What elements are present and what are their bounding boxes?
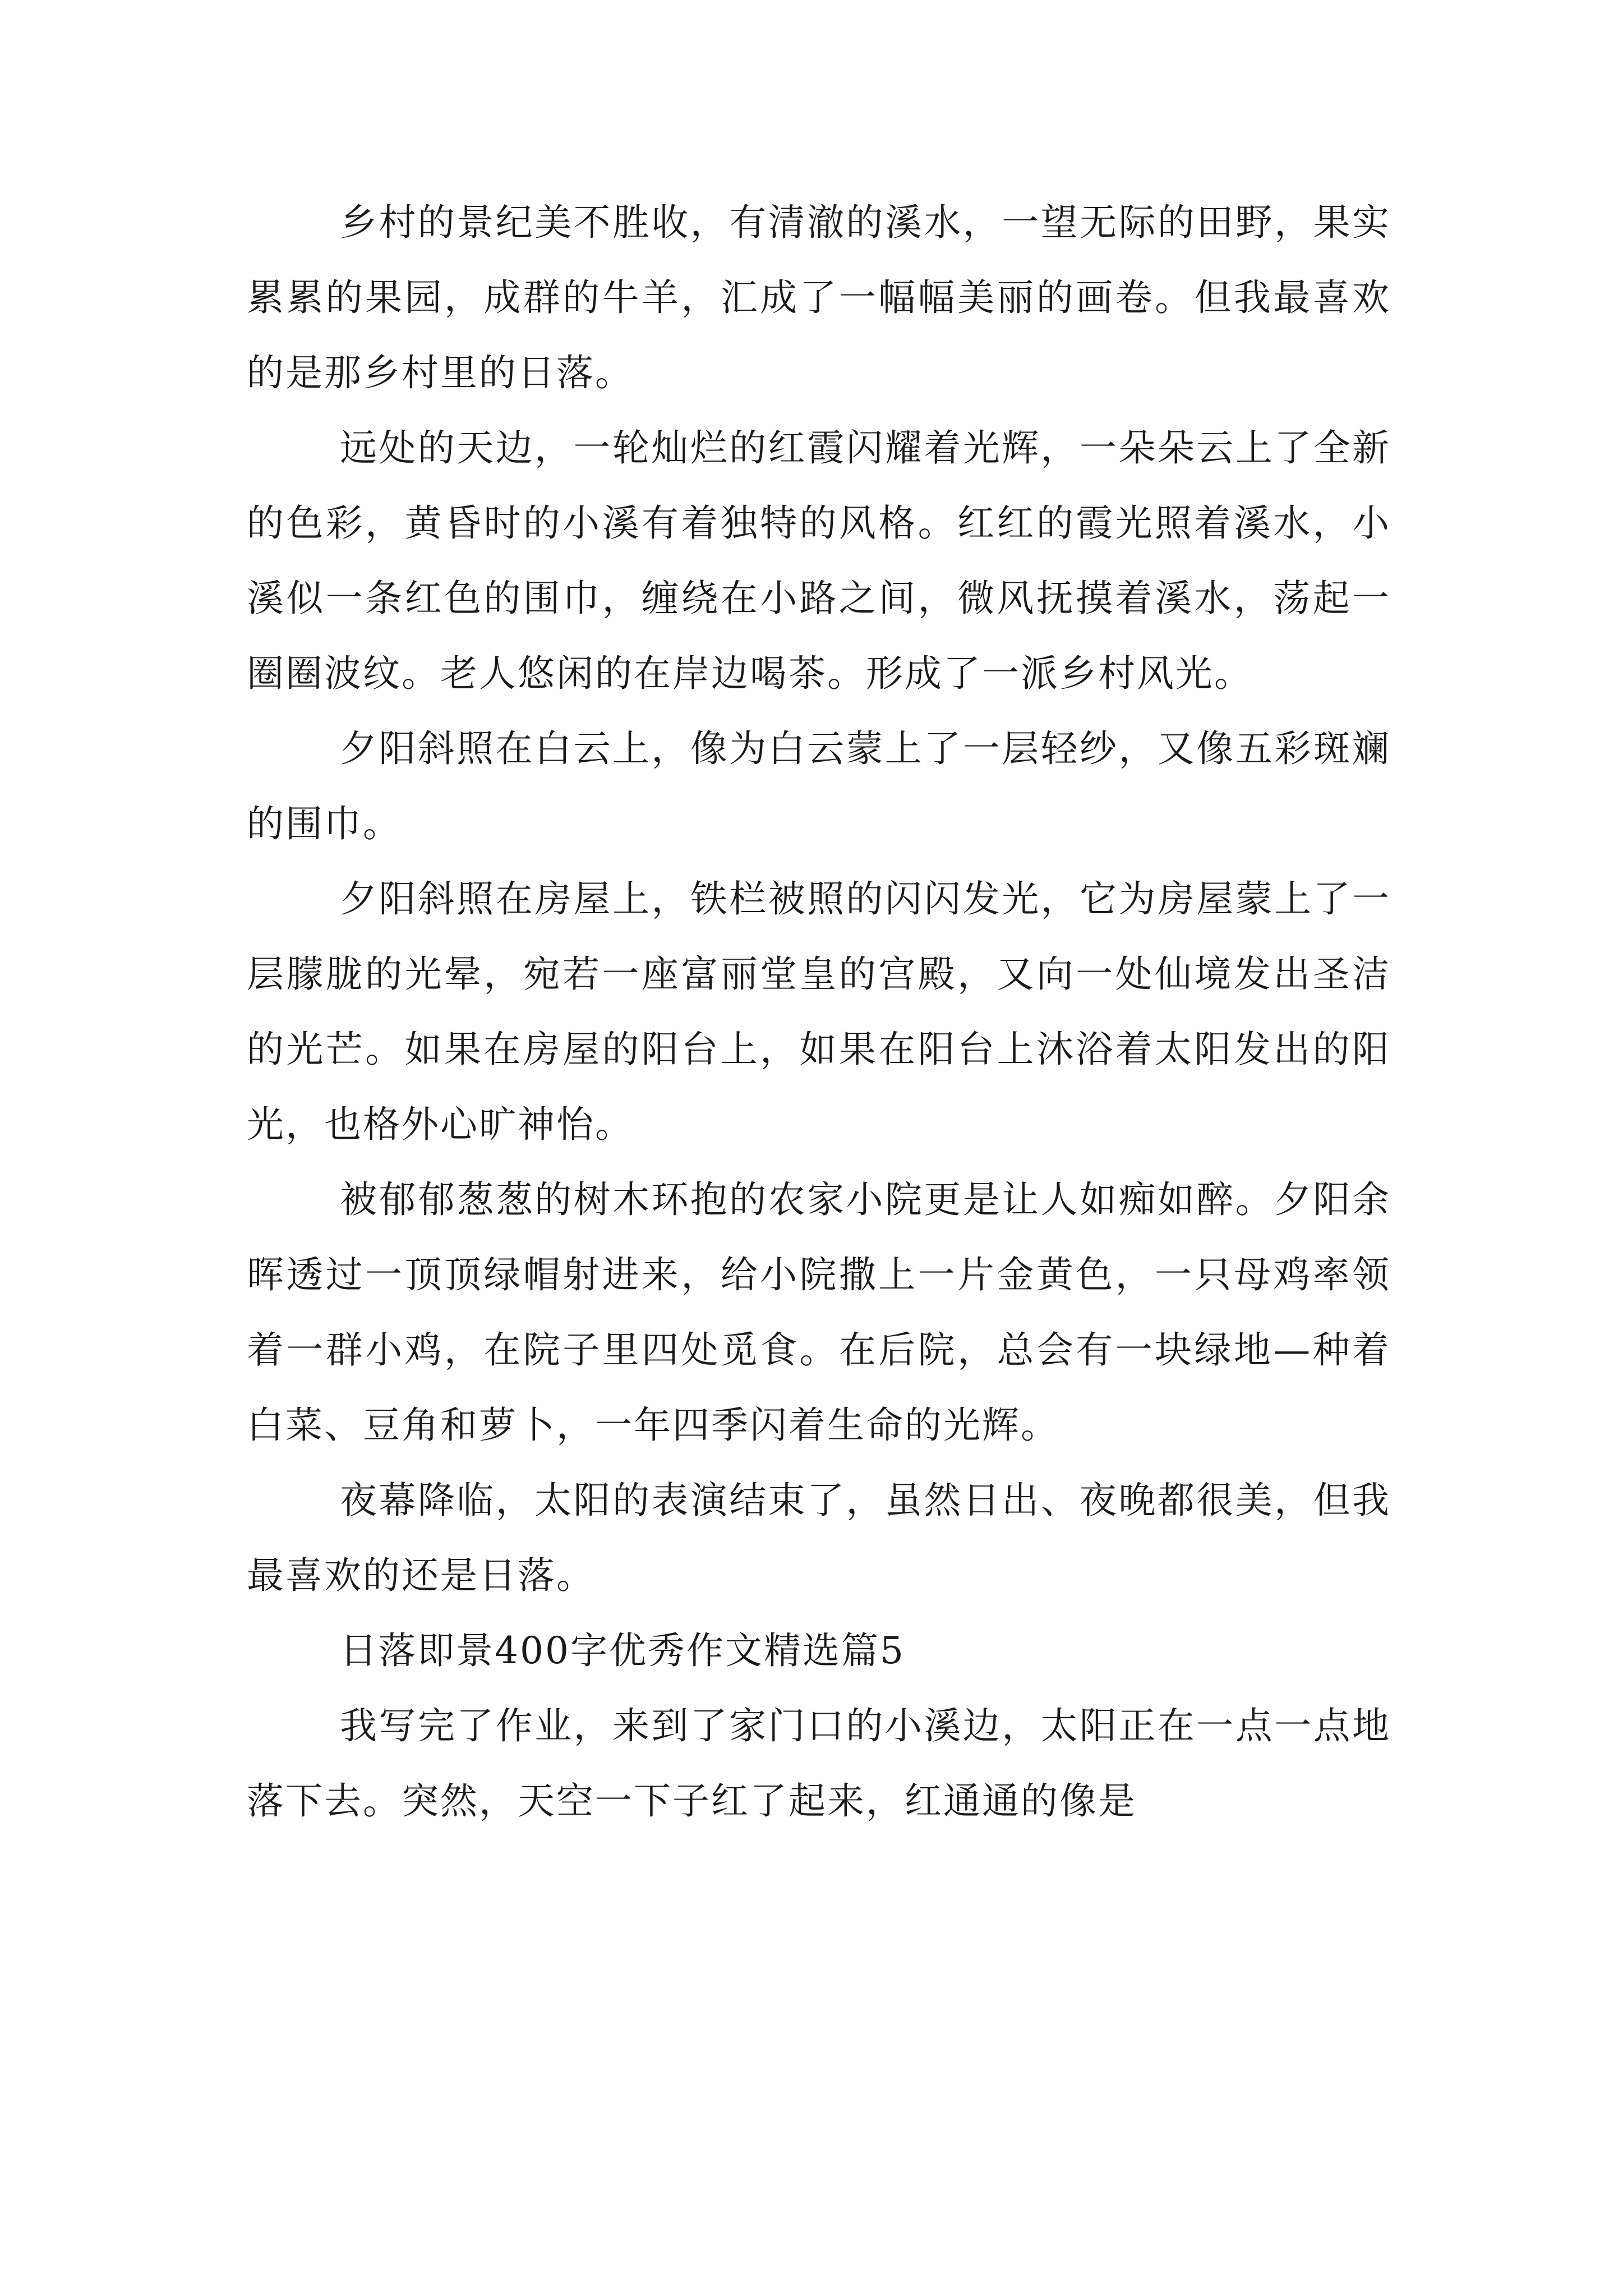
document-body bbox=[247, 185, 1391, 1839]
paragraph-2: 远处的天边，一轮灿烂的红霞闪耀着光辉，一朵朵云上了全新的色彩，黄昏时的小溪有着独特的风格。红红的霞光照着溪水，小溪似一条红色的围巾，缠绕在小路之间，微风抚摸着溪水，荡起一圈圈波纹。老人悠闲的在岸边喝茶。形成了一派乡村风光。 bbox=[247, 426, 1391, 695]
section-heading: 日落即景400字优秀作文精选篇5 bbox=[340, 1629, 905, 1672]
paragraph-1: 乡村的景纪美不胜收，有清澈的溪水，一望无际的田野，果实累累的果园，成群的牛羊，汇成了一幅幅美丽的画卷。但我最喜欢的是那乡村里的日落。 bbox=[247, 201, 1391, 394]
paragraph-7: 我写完了作业，来到了家门口的小溪边，太阳正在一点一点地落下去。突然，天空一下子红了起来，红通通的像是 bbox=[247, 1704, 1391, 1823]
paragraph-4: 夕阳斜照在房屋上，铁栏被照的闪闪发光，它为房屋蒙上了一层朦胧的光晕，宛若一座富丽堂皇的宫殿，又向一处仙境发出圣洁的光芒。如果在房屋的阳台上，如果在阳台上沐浴着太阳发出的阳光，也格外心旷神怡。 bbox=[247, 877, 1391, 1146]
paragraph-5: 被郁郁葱葱的树木环抱的农家小院更是让人如痴如醉。夕阳余晖透过一顶顶绿帽射进来，给小院撒上一片金黄色，一只母鸡率领着一群小鸡，在院子里四处觅食。在后院，总会有一块绿地—种着白菜、豆角和萝卜，一年四季闪着生命的光辉。 bbox=[247, 1178, 1391, 1447]
paragraph-3: 夕阳斜照在白云上，像为白云蒙上了一层轻纱，又像五彩斑斓的围巾。 bbox=[247, 727, 1391, 845]
paragraph-6: 夜幕降临，太阳的表演结束了，虽然日出、夜晚都很美，但我最喜欢的还是日落。 bbox=[247, 1479, 1391, 1597]
